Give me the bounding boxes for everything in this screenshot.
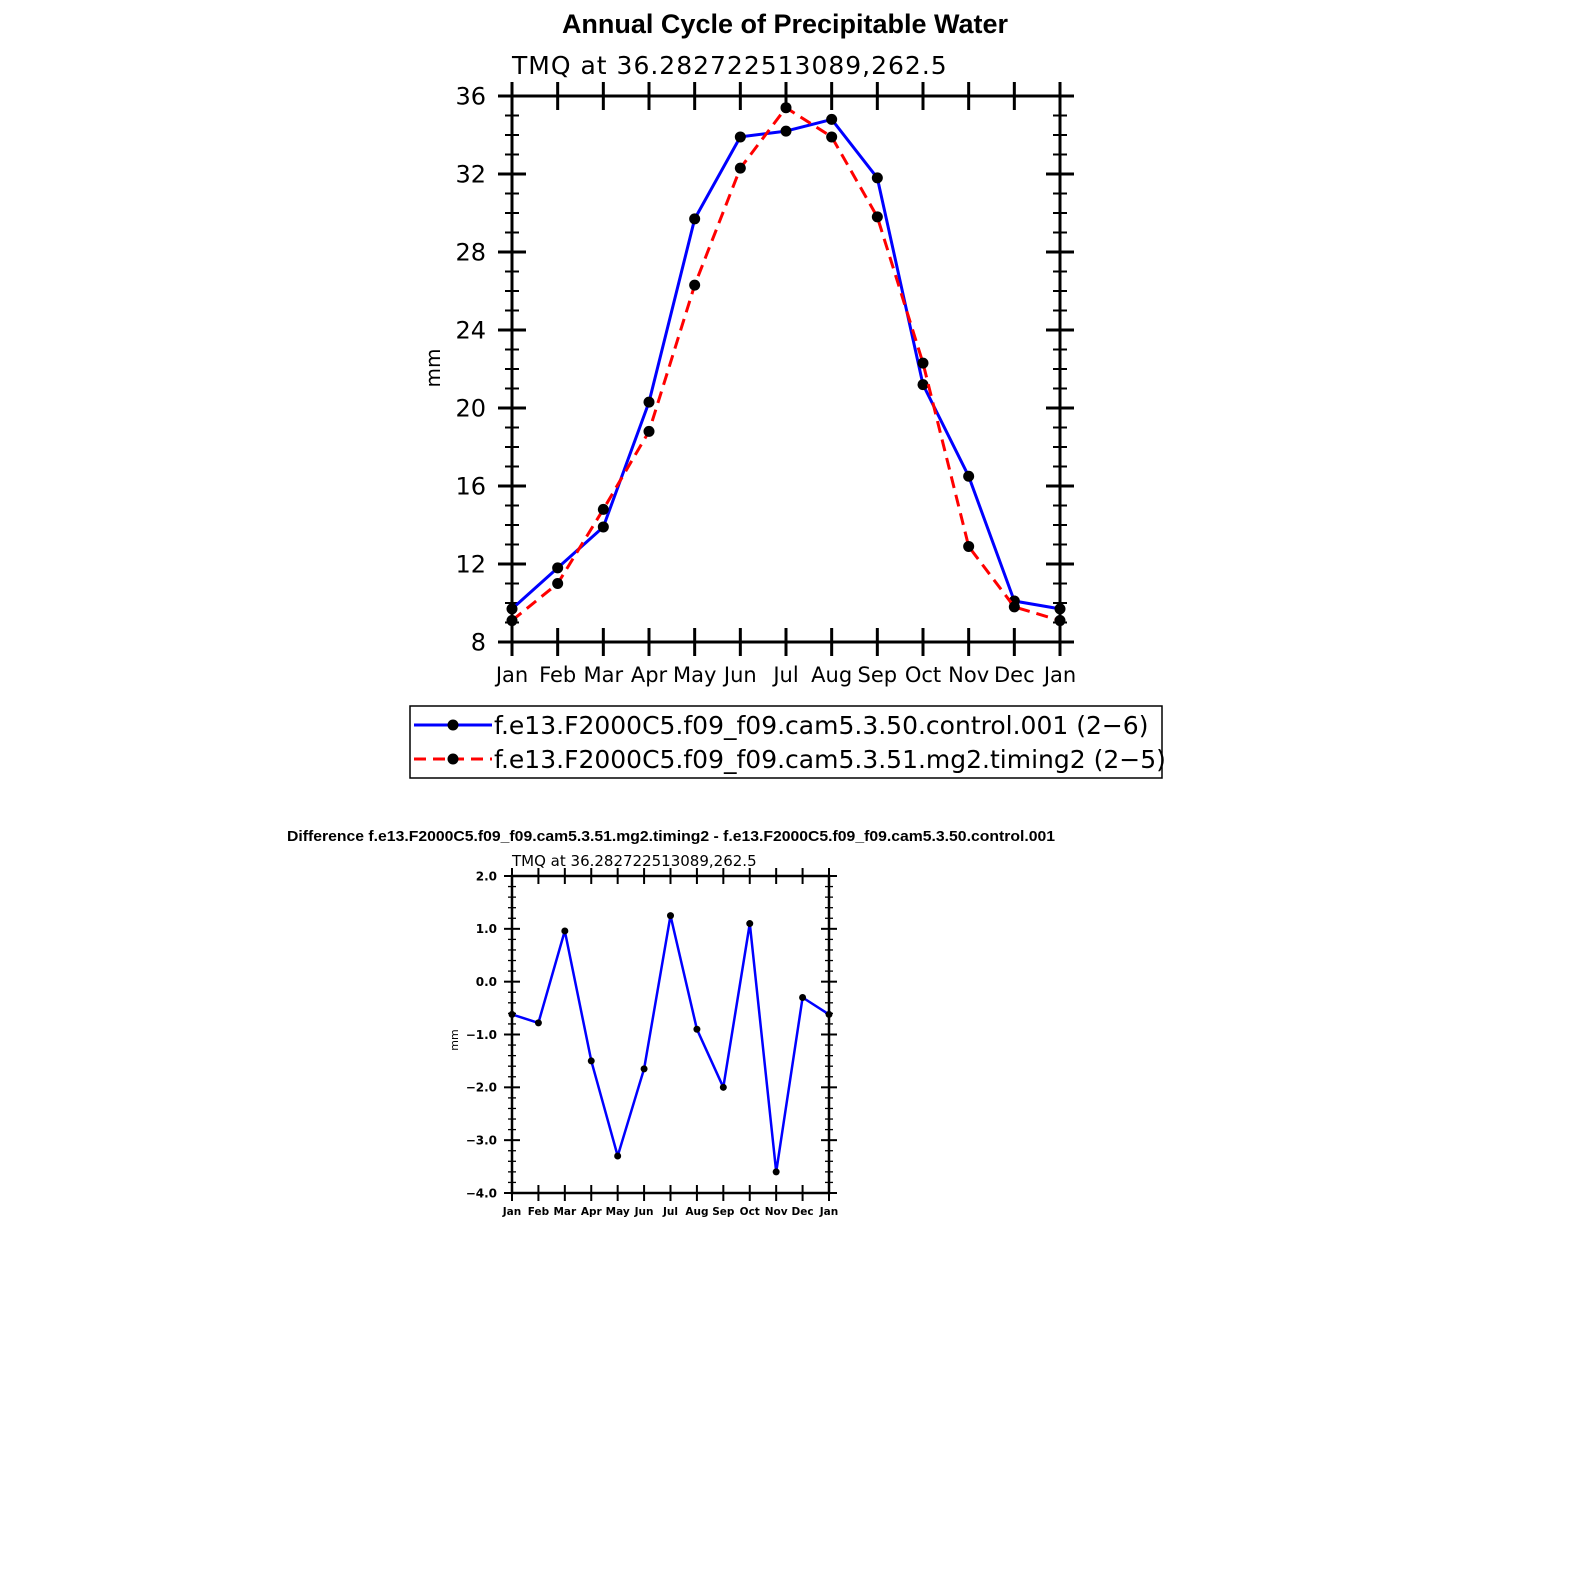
chart1-series-1-point-jun-5: [735, 163, 746, 174]
chart1-x-tick-label-mar: Mar: [583, 663, 624, 687]
legend-entry-control: [414, 711, 1148, 740]
chart1-series-1-point-dec-11: [1009, 601, 1020, 612]
chart1-x-tick-label-feb: Feb: [539, 663, 577, 687]
chart2-x-tick-label-oct: Oct: [739, 1206, 760, 1218]
chart2-series-0-point-aug-7: [693, 1026, 700, 1033]
chart2-y-tick-label: 2.0: [475, 869, 497, 884]
chart1-y-tick-label: 16: [455, 472, 486, 501]
chart1-x-tick-label-sep: Sep: [857, 663, 898, 687]
chart1-series-0-point-jan-0: [507, 603, 518, 614]
chart2-x-tick-label-feb: Feb: [527, 1206, 550, 1218]
chart1-series-1-point-apr-3: [644, 426, 655, 437]
chart2-subtitle: TMQ at 36.282722513089,262.5: [512, 852, 757, 870]
legend-entry-timing2: [414, 745, 1166, 774]
chart2-series-0-point-dec-11: [799, 994, 806, 1001]
legend-marker-control: [448, 720, 459, 731]
chart2-x-tick-label-dec: Dec: [791, 1206, 814, 1218]
chart2-series-0-point-sep-8: [720, 1084, 727, 1091]
chart1-subtitle: TMQ at 36.282722513089,262.5: [512, 51, 948, 80]
chart2-y-tick-label: 1.0: [475, 922, 497, 937]
legend-label-timing2: f.e13.F2000C5.f09_f09.cam5.3.51.mg2.timing2 (2−5): [494, 745, 1166, 774]
chart2-x-tick-label-mar: Mar: [553, 1206, 577, 1218]
chart1-series-0-point-nov-10: [963, 471, 974, 482]
chart1-y-tick-label: 36: [455, 82, 486, 111]
legend-label-control: f.e13.F2000C5.f09_f09.cam5.3.50.control.001 (2−6): [494, 711, 1149, 740]
chart1-x-tick-label-dec: Dec: [994, 663, 1035, 687]
chart2-x-tick-label-sep: Sep: [712, 1206, 735, 1218]
chart1-y-tick-label: 28: [455, 238, 486, 267]
chart1-x-tick-label-jan: Jan: [495, 663, 529, 687]
chart2-x-tick-label-apr: Apr: [580, 1206, 602, 1218]
chart1-series-0-point-jun-5: [735, 131, 746, 142]
chart1-title: Annual Cycle of Precipitable Water: [561, 9, 1009, 39]
chart2-y-tick-label: −1.0: [465, 1027, 497, 1042]
chart1-x-tick-label-nov: Nov: [948, 663, 990, 687]
chart2-series-0-point-jan-0: [509, 1011, 516, 1018]
chart1-y-tick-label: 32: [455, 160, 486, 189]
chart1-series-0-point-jan-12: [1055, 603, 1066, 614]
chart2-series-0-point-may-4: [614, 1153, 621, 1160]
chart1-legend: [410, 706, 1166, 778]
chart2-series-0-point-jul-6: [667, 912, 674, 919]
chart1-series-0-point-jul-6: [781, 126, 792, 137]
chart2-series-0-point-jan-12: [826, 1011, 833, 1018]
chart2-series-0-point-apr-3: [588, 1057, 595, 1064]
chart1-series-1-point-oct-9: [918, 358, 929, 369]
chart1-x-tick-label-jan: Jan: [1043, 663, 1077, 687]
chart1-x-tick-label-apr: Apr: [630, 663, 668, 687]
chart1-x-tick-label-jul: Jul: [773, 663, 799, 687]
chart1-y-axis-label: mm: [421, 348, 445, 388]
chart2-x-tick-label-may: May: [605, 1206, 630, 1218]
chart1-series-1-point-sep-8: [872, 211, 883, 222]
chart1-series-1-point-mar-2: [598, 504, 609, 515]
legend-marker-timing2: [448, 754, 459, 765]
chart2-series-0-point-mar-2: [561, 927, 568, 934]
chart2-x-tick-label-nov: Nov: [764, 1206, 788, 1218]
chart2-y-tick-label: −4.0: [465, 1186, 497, 1201]
chart2-y-tick-label: 0.0: [475, 974, 497, 989]
chart2-series-0-point-jun-5: [641, 1065, 648, 1072]
chart2-x-tick-label-jun: Jun: [634, 1206, 654, 1218]
chart1-x-tick-label-may: May: [672, 663, 717, 687]
chart1-x-tick-label-oct: Oct: [904, 663, 942, 687]
chart2-y-tick-label: −3.0: [465, 1133, 497, 1148]
chart2-x-tick-label-aug: Aug: [685, 1206, 709, 1218]
chart2-y-tick-label: −2.0: [465, 1080, 497, 1095]
chart1-series-1-point-jan-0: [507, 615, 518, 626]
chart2-x-tick-label-jan: Jan: [819, 1206, 839, 1218]
chart1-series-0-point-may-4: [689, 213, 700, 224]
chart2-title: Difference f.e13.F2000C5.f09_f09.cam5.3.51.mg2.timing2 - f.e13.F2000C5.f09_f09.cam5.3.50.control.001: [287, 828, 1055, 845]
chart2-x-tick-label-jan: Jan: [502, 1206, 522, 1218]
chart1-series-0-point-apr-3: [644, 397, 655, 408]
chart1-series-1-point-feb-1: [552, 578, 563, 589]
chart2-series-0-point-nov-10: [773, 1168, 780, 1175]
chart2-series-0-point-feb-1: [535, 1019, 542, 1026]
chart1-y-tick-label: 24: [455, 316, 486, 345]
chart1-series-1-point-jul-6: [781, 102, 792, 113]
chart1-series-1-point-aug-7: [826, 131, 837, 142]
chart2-y-axis-label: mm: [448, 1029, 461, 1051]
chart1-y-tick-label: 20: [455, 394, 486, 423]
chart2-series-0-point-oct-9: [746, 920, 753, 927]
chart1-series-0-point-mar-2: [598, 521, 609, 532]
chart1-series-1-point-jan-12: [1055, 615, 1066, 626]
chart1-series-1-point-may-4: [689, 280, 700, 291]
chart1-x-tick-label-aug: Aug: [811, 663, 853, 687]
chart1-series-1-point-nov-10: [963, 541, 974, 552]
chart2-x-tick-label-jul: Jul: [663, 1206, 678, 1218]
chart1-series-0-point-aug-7: [826, 114, 837, 125]
chart1-series-0-point-feb-1: [552, 562, 563, 573]
chart1-y-tick-label: 12: [455, 550, 486, 579]
chart1-y-tick-label: 8: [470, 628, 486, 657]
chart1-series-0-point-sep-8: [872, 172, 883, 183]
chart1-x-tick-label-jun: Jun: [723, 663, 757, 687]
